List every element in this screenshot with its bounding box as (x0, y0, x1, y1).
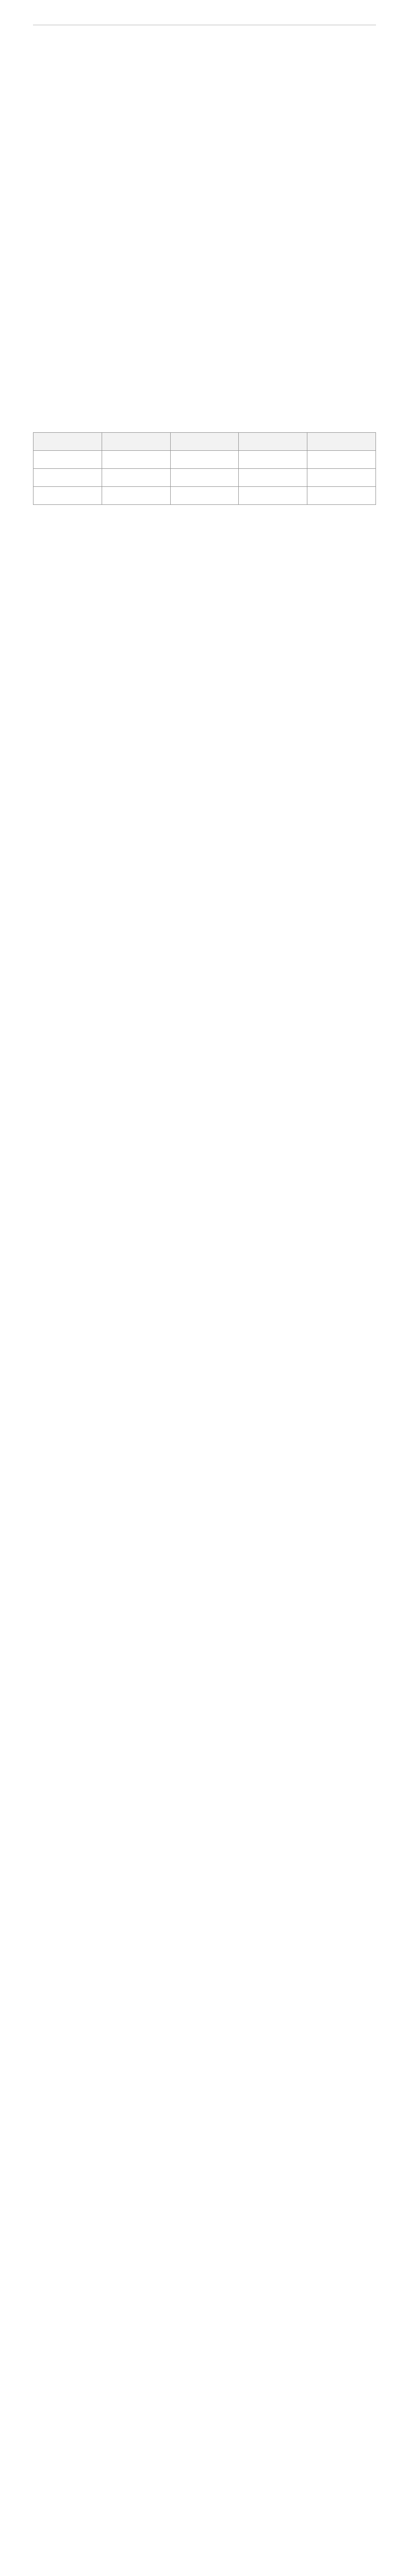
paragraph (33, 722, 376, 735)
paragraph (33, 106, 376, 119)
section-heading (33, 627, 376, 637)
signature-date (33, 823, 376, 837)
table-cell (239, 469, 307, 487)
table-header-cell (170, 433, 239, 451)
paragraph (33, 167, 376, 180)
table-header-cell (102, 433, 170, 451)
section-heading (33, 512, 376, 522)
table-cell (102, 487, 170, 505)
info-fields (33, 247, 376, 340)
paragraph (33, 88, 376, 101)
table-cell (307, 469, 376, 487)
table-row (34, 469, 376, 487)
table-cell (102, 451, 170, 469)
paragraph (33, 758, 376, 771)
tender-table (33, 432, 376, 505)
table-header-cell (34, 433, 102, 451)
table-row (34, 487, 376, 505)
section-heading (33, 353, 376, 364)
table-cell (307, 487, 376, 505)
annex-heading (33, 859, 376, 869)
table-cell (102, 469, 170, 487)
table-cell (34, 469, 102, 487)
field-value (37, 279, 376, 292)
table-header-cell (239, 433, 307, 451)
table-header-cell (307, 433, 376, 451)
table-cell (170, 487, 239, 505)
paragraph (33, 740, 376, 753)
document-title (33, 41, 376, 54)
paragraph (33, 928, 376, 941)
paragraph (33, 388, 376, 401)
paragraph (33, 124, 376, 137)
section-3 (33, 353, 376, 419)
table-cell (34, 487, 102, 505)
field-value (37, 247, 376, 260)
field-value (37, 295, 376, 308)
table-row (34, 451, 376, 469)
field-value (37, 327, 376, 340)
spacer (33, 837, 376, 852)
field-row (33, 247, 376, 260)
section-heading (33, 72, 376, 82)
table-cell (239, 487, 307, 505)
table-cell (170, 451, 239, 469)
paragraph (33, 565, 376, 578)
annex (33, 859, 376, 977)
paragraph (33, 776, 376, 789)
field-value (37, 263, 376, 276)
running-header (33, 14, 376, 25)
paragraph (33, 874, 376, 887)
paragraph (33, 529, 376, 541)
field-row (33, 263, 376, 276)
paragraph (33, 910, 376, 923)
paragraph (33, 406, 376, 419)
section-5 (33, 627, 376, 692)
signature-org (33, 810, 376, 823)
section-4 (33, 512, 376, 614)
paragraph (33, 370, 376, 383)
field-row (33, 327, 376, 340)
paragraph (33, 583, 376, 596)
table-cell (34, 451, 102, 469)
section-6 (33, 706, 376, 789)
paragraph (33, 964, 376, 977)
paragraph (33, 221, 376, 234)
paragraph (33, 680, 376, 692)
signature-block (33, 810, 376, 837)
section-1 (33, 72, 376, 137)
field-value (37, 311, 376, 324)
paragraph (33, 662, 376, 674)
paragraph (33, 185, 376, 198)
section-heading (33, 706, 376, 716)
field-row (33, 279, 376, 292)
field-row (33, 311, 376, 324)
paragraph (33, 892, 376, 905)
paragraph (33, 643, 376, 656)
table-header-row (34, 433, 376, 451)
paragraph (33, 946, 376, 959)
paragraph (33, 601, 376, 614)
table-cell (170, 469, 239, 487)
section-heading (33, 150, 376, 161)
table-cell (239, 451, 307, 469)
paragraph (33, 203, 376, 216)
section-2 (33, 150, 376, 234)
paragraph (33, 547, 376, 560)
field-row (33, 295, 376, 308)
table-cell (307, 451, 376, 469)
